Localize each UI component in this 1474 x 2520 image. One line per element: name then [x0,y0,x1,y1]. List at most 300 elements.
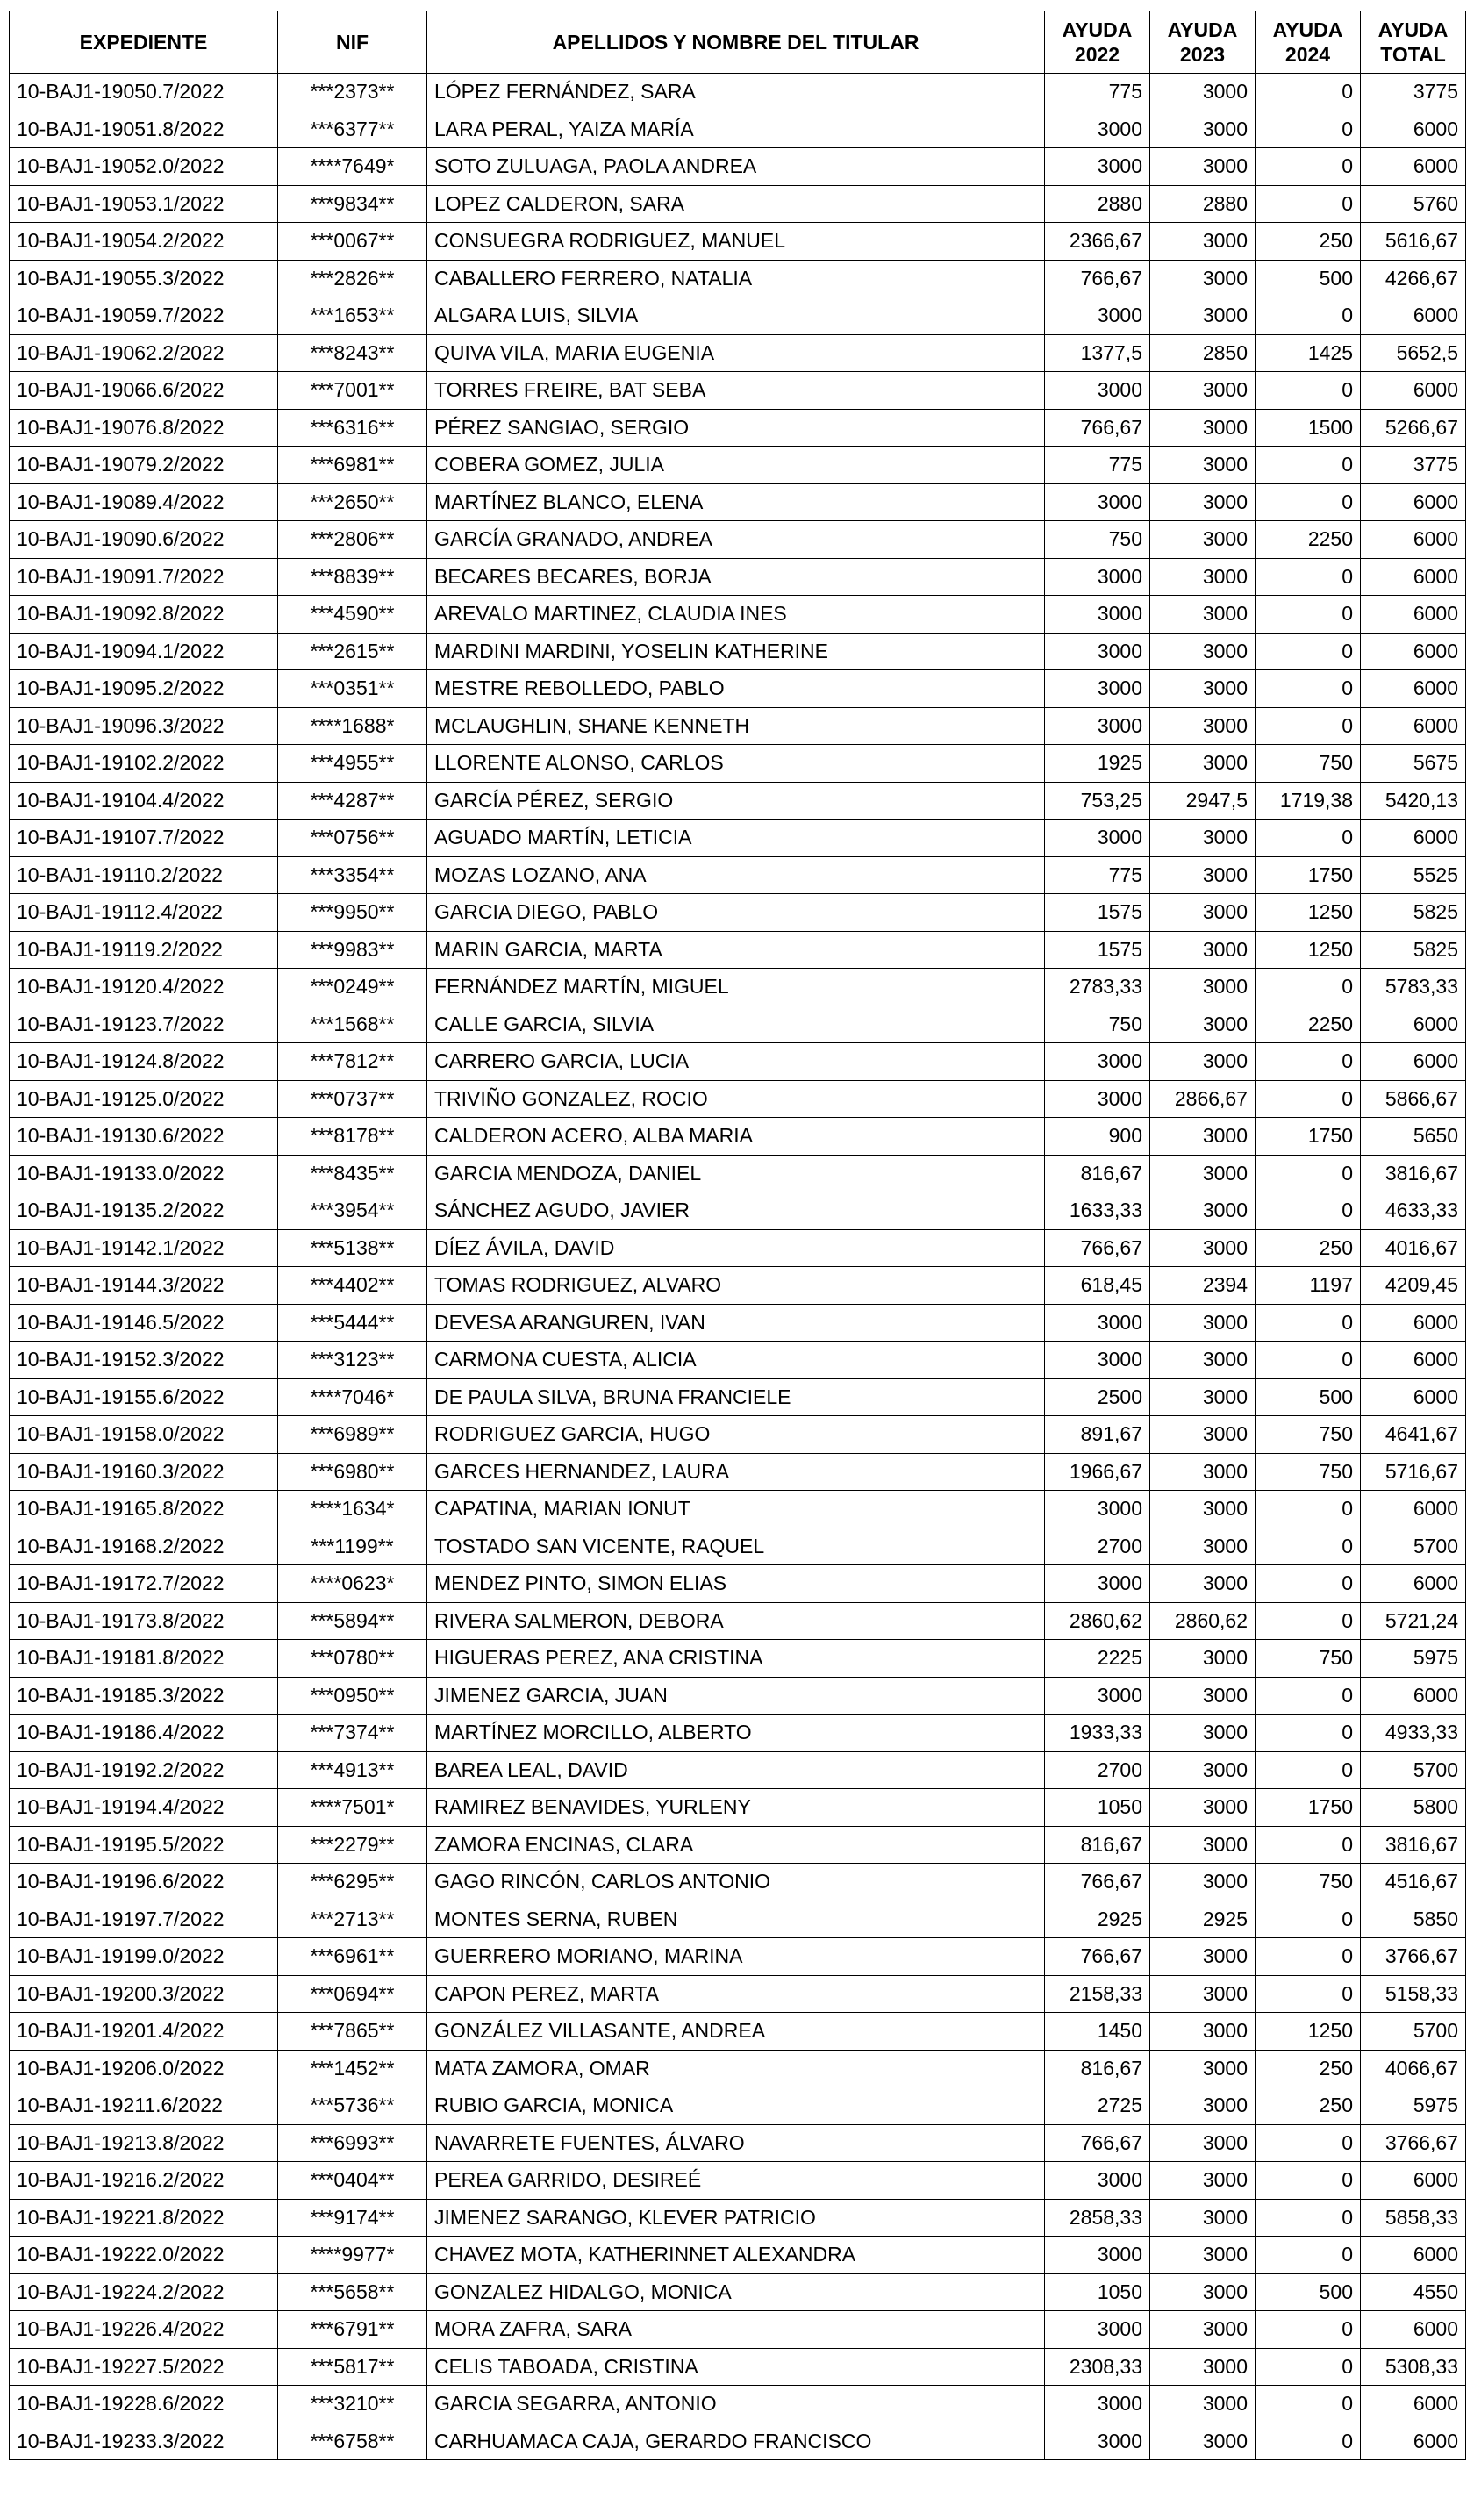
cell-ayuda-2022: 766,67 [1045,1229,1150,1267]
cell-ayuda-2022: 3000 [1045,1304,1150,1342]
cell-titular: COBERA GOMEZ, JULIA [427,447,1045,484]
cell-titular: BAREA LEAL, DAVID [427,1751,1045,1789]
cell-titular: MORA ZAFRA, SARA [427,2311,1045,2349]
cell-ayuda-2024: 0 [1256,2348,1361,2386]
table-row [10,782,1466,820]
cell-expediente: 10-BAJ1-19216.2/2022 [10,2162,278,2200]
header-ayuda-2024 [1256,11,1361,74]
cell-titular: GONZÁLEZ VILLASANTE, ANDREA [427,2013,1045,2051]
table-row [10,185,1466,223]
cell-ayuda-2023: 3000 [1150,2050,1256,2087]
cell-expediente: 10-BAJ1-19195.5/2022 [10,1826,278,1864]
cell-ayuda-2024: 250 [1256,223,1361,261]
cell-ayuda-total: 6000 [1361,1677,1466,1715]
table-row [10,1043,1466,1081]
cell-ayuda-2022: 3000 [1045,633,1150,670]
cell-ayuda-2023: 3000 [1150,856,1256,894]
cell-nif: ***0737** [278,1080,427,1118]
cell-expediente: 10-BAJ1-19123.7/2022 [10,1006,278,1043]
cell-ayuda-2022: 753,25 [1045,782,1150,820]
cell-expediente: 10-BAJ1-19196.6/2022 [10,1864,278,1901]
cell-titular: MENDEZ PINTO, SIMON ELIAS [427,1565,1045,1603]
cell-ayuda-2024: 0 [1256,2311,1361,2349]
cell-expediente: 10-BAJ1-19222.0/2022 [10,2237,278,2274]
cell-ayuda-2024: 0 [1256,1080,1361,1118]
cell-ayuda-2023: 3000 [1150,2273,1256,2311]
cell-ayuda-total: 5760 [1361,185,1466,223]
cell-ayuda-2022: 2858,33 [1045,2199,1150,2237]
cell-ayuda-2022: 900 [1045,1118,1150,1156]
table-row [10,558,1466,596]
cell-ayuda-2024: 500 [1256,260,1361,297]
cell-ayuda-total: 4641,67 [1361,1416,1466,1454]
cell-ayuda-2024: 0 [1256,2237,1361,2274]
cell-ayuda-2022: 1050 [1045,2273,1150,2311]
cell-ayuda-2024: 0 [1256,1901,1361,1938]
cell-ayuda-2023: 3000 [1150,1938,1256,1976]
table-row [10,2199,1466,2237]
cell-expediente: 10-BAJ1-19160.3/2022 [10,1453,278,1491]
cell-ayuda-2023: 3000 [1150,2124,1256,2162]
cell-titular: DEVESA ARANGUREN, IVAN [427,1304,1045,1342]
table-row [10,1789,1466,1827]
cell-expediente: 10-BAJ1-19144.3/2022 [10,1267,278,1305]
cell-nif: ***6981** [278,447,427,484]
cell-expediente: 10-BAJ1-19066.6/2022 [10,372,278,410]
cell-titular: TOMAS RODRIGUEZ, ALVARO [427,1267,1045,1305]
cell-ayuda-2022: 3000 [1045,483,1150,521]
cell-ayuda-2024: 750 [1256,745,1361,783]
cell-titular: CARHUAMACA CAJA, GERARDO FRANCISCO [427,2423,1045,2460]
cell-ayuda-2022: 775 [1045,856,1150,894]
cell-ayuda-total: 6000 [1361,483,1466,521]
cell-ayuda-2024: 0 [1256,1304,1361,1342]
table-row [10,1080,1466,1118]
cell-nif: ***0780** [278,1640,427,1678]
cell-ayuda-2022: 3000 [1045,2386,1150,2423]
cell-ayuda-total: 4516,67 [1361,1864,1466,1901]
cell-expediente: 10-BAJ1-19211.6/2022 [10,2087,278,2125]
cell-nif: ***1653** [278,297,427,335]
cell-ayuda-total: 4550 [1361,2273,1466,2311]
table-row [10,633,1466,670]
cell-titular: GARCIA SEGARRA, ANTONIO [427,2386,1045,2423]
table-row [10,1378,1466,1416]
cell-ayuda-total: 6000 [1361,2423,1466,2460]
cell-nif: ***6791** [278,2311,427,2349]
cell-ayuda-2023: 2925 [1150,1901,1256,1938]
table-row [10,334,1466,372]
cell-ayuda-2023: 3000 [1150,521,1256,559]
cell-nif: ***2806** [278,521,427,559]
cell-titular: TORRES FREIRE, BAT SEBA [427,372,1045,410]
cell-ayuda-total: 5866,67 [1361,1080,1466,1118]
table-row [10,1751,1466,1789]
table-row [10,447,1466,484]
cell-ayuda-total: 5850 [1361,1901,1466,1938]
table-row [10,2348,1466,2386]
cell-titular: DÍEZ ÁVILA, DAVID [427,1229,1045,1267]
cell-ayuda-total: 4266,67 [1361,260,1466,297]
cell-ayuda-2024: 250 [1256,2050,1361,2087]
cell-ayuda-total: 6000 [1361,1378,1466,1416]
cell-ayuda-total: 6000 [1361,820,1466,857]
cell-expediente: 10-BAJ1-19051.8/2022 [10,111,278,148]
cell-ayuda-total: 6000 [1361,633,1466,670]
cell-ayuda-2023: 3000 [1150,894,1256,932]
cell-expediente: 10-BAJ1-19206.0/2022 [10,2050,278,2087]
table-row [10,2013,1466,2051]
cell-expediente: 10-BAJ1-19052.0/2022 [10,148,278,186]
table-row [10,2124,1466,2162]
cell-expediente: 10-BAJ1-19155.6/2022 [10,1378,278,1416]
cell-nif: ***3210** [278,2386,427,2423]
cell-ayuda-total: 6000 [1361,596,1466,634]
cell-ayuda-2023: 3000 [1150,2162,1256,2200]
cell-ayuda-total: 5308,33 [1361,2348,1466,2386]
cell-ayuda-2022: 816,67 [1045,1155,1150,1192]
cell-ayuda-2024: 0 [1256,633,1361,670]
cell-nif: ***0756** [278,820,427,857]
cell-ayuda-2023: 3000 [1150,1491,1256,1528]
cell-ayuda-2024: 0 [1256,1715,1361,1752]
cell-expediente: 10-BAJ1-19197.7/2022 [10,1901,278,1938]
table-row [10,1938,1466,1976]
cell-ayuda-2023: 3000 [1150,1229,1256,1267]
table-row [10,1342,1466,1379]
cell-ayuda-total: 5721,24 [1361,1602,1466,1640]
table-row [10,1267,1466,1305]
table-row [10,1304,1466,1342]
cell-nif: ***9174** [278,2199,427,2237]
cell-expediente: 10-BAJ1-19224.2/2022 [10,2273,278,2311]
cell-titular: TOSTADO SAN VICENTE, RAQUEL [427,1528,1045,1565]
cell-ayuda-2023: 3000 [1150,148,1256,186]
cell-ayuda-2024: 500 [1256,2273,1361,2311]
cell-expediente: 10-BAJ1-19119.2/2022 [10,931,278,969]
cell-ayuda-total: 6000 [1361,372,1466,410]
cell-expediente: 10-BAJ1-19090.6/2022 [10,521,278,559]
table-row [10,894,1466,932]
cell-expediente: 10-BAJ1-19050.7/2022 [10,74,278,111]
table-row [10,2423,1466,2460]
cell-ayuda-2022: 750 [1045,521,1150,559]
cell-expediente: 10-BAJ1-19104.4/2022 [10,782,278,820]
cell-ayuda-2022: 3000 [1045,670,1150,708]
cell-expediente: 10-BAJ1-19168.2/2022 [10,1528,278,1565]
cell-ayuda-2023: 3000 [1150,2311,1256,2349]
cell-ayuda-total: 6000 [1361,111,1466,148]
cell-expediente: 10-BAJ1-19181.8/2022 [10,1640,278,1678]
ayudas-table [9,11,1466,2460]
cell-ayuda-2024: 0 [1256,185,1361,223]
cell-nif: ***6961** [278,1938,427,1976]
table-row [10,856,1466,894]
cell-ayuda-total: 3775 [1361,447,1466,484]
cell-ayuda-2022: 766,67 [1045,1938,1150,1976]
cell-ayuda-2022: 816,67 [1045,2050,1150,2087]
cell-ayuda-total: 6000 [1361,2162,1466,2200]
cell-expediente: 10-BAJ1-19079.2/2022 [10,447,278,484]
cell-nif: ***5817** [278,2348,427,2386]
cell-ayuda-2022: 3000 [1045,111,1150,148]
cell-ayuda-2024: 0 [1256,447,1361,484]
cell-ayuda-2022: 2308,33 [1045,2348,1150,2386]
cell-ayuda-2023: 3000 [1150,1043,1256,1081]
cell-ayuda-total: 3766,67 [1361,2124,1466,2162]
cell-ayuda-2023: 3000 [1150,1975,1256,2013]
cell-nif: ***6993** [278,2124,427,2162]
cell-titular: ALGARA LUIS, SILVIA [427,297,1045,335]
table-row [10,1229,1466,1267]
cell-titular: PÉREZ SANGIAO, SERGIO [427,409,1045,447]
cell-ayuda-total: 4066,67 [1361,2050,1466,2087]
cell-ayuda-total: 5420,13 [1361,782,1466,820]
cell-ayuda-2022: 3000 [1045,2162,1150,2200]
cell-ayuda-2023: 3000 [1150,483,1256,521]
cell-titular: GARCIA DIEGO, PABLO [427,894,1045,932]
table-row [10,1416,1466,1454]
cell-nif: ***2826** [278,260,427,297]
cell-ayuda-2024: 0 [1256,297,1361,335]
cell-ayuda-total: 3816,67 [1361,1826,1466,1864]
cell-ayuda-2023: 3000 [1150,1304,1256,1342]
cell-nif: ***1452** [278,2050,427,2087]
cell-nif: ***5736** [278,2087,427,2125]
cell-ayuda-2023: 2860,62 [1150,1602,1256,1640]
cell-expediente: 10-BAJ1-19194.4/2022 [10,1789,278,1827]
cell-ayuda-2024: 0 [1256,1602,1361,1640]
cell-ayuda-2022: 816,67 [1045,1826,1150,1864]
cell-expediente: 10-BAJ1-19213.8/2022 [10,2124,278,2162]
cell-nif: ***6980** [278,1453,427,1491]
cell-nif: ***0351** [278,670,427,708]
cell-expediente: 10-BAJ1-19192.2/2022 [10,1751,278,1789]
cell-ayuda-2022: 3000 [1045,2237,1150,2274]
table-row [10,670,1466,708]
cell-titular: CONSUEGRA RODRIGUEZ, MANUEL [427,223,1045,261]
table-row [10,2237,1466,2274]
cell-nif: ***9950** [278,894,427,932]
table-row [10,260,1466,297]
cell-ayuda-total: 3766,67 [1361,1938,1466,1976]
cell-ayuda-2024: 2250 [1256,1006,1361,1043]
cell-expediente: 10-BAJ1-19054.2/2022 [10,223,278,261]
cell-nif: ***5658** [278,2273,427,2311]
cell-expediente: 10-BAJ1-19112.4/2022 [10,894,278,932]
cell-ayuda-2023: 3000 [1150,2423,1256,2460]
cell-ayuda-total: 5700 [1361,1528,1466,1565]
cell-ayuda-2022: 3000 [1045,148,1150,186]
cell-nif: ***5138** [278,1229,427,1267]
cell-expediente: 10-BAJ1-19089.4/2022 [10,483,278,521]
table-row [10,1453,1466,1491]
cell-ayuda-total: 4933,33 [1361,1715,1466,1752]
cell-ayuda-2024: 0 [1256,1826,1361,1864]
cell-nif: ***1199** [278,1528,427,1565]
cell-titular: MONTES SERNA, RUBEN [427,1901,1045,1938]
cell-titular: DE PAULA SILVA, BRUNA FRANCIELE [427,1378,1045,1416]
cell-ayuda-2022: 1933,33 [1045,1715,1150,1752]
header-ayuda-2023-line2: 2023 [1179,43,1226,66]
cell-expediente: 10-BAJ1-19120.4/2022 [10,969,278,1006]
cell-titular: LÓPEZ FERNÁNDEZ, SARA [427,74,1045,111]
cell-expediente: 10-BAJ1-19142.1/2022 [10,1229,278,1267]
cell-ayuda-2022: 618,45 [1045,1267,1150,1305]
table-row [10,707,1466,745]
cell-titular: CELIS TABOADA, CRISTINA [427,2348,1045,2386]
cell-nif: ***8178** [278,1118,427,1156]
cell-expediente: 10-BAJ1-19125.0/2022 [10,1080,278,1118]
cell-ayuda-2023: 3000 [1150,223,1256,261]
header-ayuda-2022-line1: AYUDA [1062,18,1133,41]
cell-ayuda-total: 3775 [1361,74,1466,111]
cell-nif: ***2650** [278,483,427,521]
cell-ayuda-total: 6000 [1361,1043,1466,1081]
cell-ayuda-2024: 0 [1256,2386,1361,2423]
cell-ayuda-2023: 3000 [1150,1789,1256,1827]
cell-ayuda-2022: 1450 [1045,2013,1150,2051]
cell-nif: ***7812** [278,1043,427,1081]
cell-ayuda-2023: 3000 [1150,1864,1256,1901]
cell-ayuda-2022: 2700 [1045,1751,1150,1789]
cell-nif: ***8243** [278,334,427,372]
cell-ayuda-2022: 2783,33 [1045,969,1150,1006]
cell-ayuda-total: 5825 [1361,894,1466,932]
cell-ayuda-total: 5616,67 [1361,223,1466,261]
table-row [10,1565,1466,1603]
cell-ayuda-2022: 750 [1045,1006,1150,1043]
cell-ayuda-2024: 1197 [1256,1267,1361,1305]
cell-ayuda-2022: 1050 [1045,1789,1150,1827]
cell-ayuda-2024: 1425 [1256,334,1361,372]
cell-ayuda-2023: 3000 [1150,1416,1256,1454]
table-row [10,1528,1466,1565]
cell-titular: GARCES HERNANDEZ, LAURA [427,1453,1045,1491]
cell-ayuda-2022: 3000 [1045,2311,1150,2349]
cell-ayuda-2023: 3000 [1150,969,1256,1006]
cell-ayuda-2024: 0 [1256,820,1361,857]
cell-ayuda-2023: 3000 [1150,2199,1256,2237]
table-row [10,372,1466,410]
cell-titular: MATA ZAMORA, OMAR [427,2050,1045,2087]
table-row [10,1715,1466,1752]
cell-ayuda-2023: 3000 [1150,745,1256,783]
cell-ayuda-2023: 3000 [1150,931,1256,969]
cell-titular: AREVALO MARTINEZ, CLAUDIA INES [427,596,1045,634]
cell-nif: ***6316** [278,409,427,447]
table-row [10,1864,1466,1901]
cell-ayuda-2024: 1750 [1256,856,1361,894]
cell-ayuda-2022: 3000 [1045,707,1150,745]
table-row [10,409,1466,447]
cell-ayuda-2024: 750 [1256,1640,1361,1678]
cell-titular: JIMENEZ GARCIA, JUAN [427,1677,1045,1715]
cell-ayuda-2024: 0 [1256,1751,1361,1789]
cell-ayuda-2023: 3000 [1150,409,1256,447]
cell-titular: GAGO RINCÓN, CARLOS ANTONIO [427,1864,1045,1901]
cell-nif: ****1688* [278,707,427,745]
cell-ayuda-2023: 3000 [1150,558,1256,596]
cell-nif: ***0067** [278,223,427,261]
cell-ayuda-2023: 2866,67 [1150,1080,1256,1118]
cell-nif: ***4913** [278,1751,427,1789]
cell-ayuda-2024: 0 [1256,74,1361,111]
cell-ayuda-2024: 0 [1256,969,1361,1006]
cell-ayuda-2023: 3000 [1150,2348,1256,2386]
cell-expediente: 10-BAJ1-19076.8/2022 [10,409,278,447]
cell-ayuda-total: 6000 [1361,148,1466,186]
cell-titular: CAPATINA, MARIAN IONUT [427,1491,1045,1528]
cell-nif: ***4402** [278,1267,427,1305]
cell-titular: CARMONA CUESTA, ALICIA [427,1342,1045,1379]
cell-ayuda-total: 4633,33 [1361,1192,1466,1230]
cell-ayuda-total: 5700 [1361,1751,1466,1789]
cell-nif: ****1634* [278,1491,427,1528]
cell-ayuda-2024: 1250 [1256,931,1361,969]
cell-ayuda-2024: 0 [1256,148,1361,186]
cell-ayuda-2023: 2850 [1150,334,1256,372]
cell-ayuda-2022: 2225 [1045,1640,1150,1678]
cell-ayuda-total: 6000 [1361,707,1466,745]
cell-ayuda-2024: 1500 [1256,409,1361,447]
cell-ayuda-2023: 2947,5 [1150,782,1256,820]
cell-ayuda-total: 6000 [1361,1491,1466,1528]
cell-ayuda-2023: 3000 [1150,1640,1256,1678]
cell-ayuda-2022: 2500 [1045,1378,1150,1416]
cell-titular: LLORENTE ALONSO, CARLOS [427,745,1045,783]
table-body [10,74,1466,2460]
cell-expediente: 10-BAJ1-19165.8/2022 [10,1491,278,1528]
table-row [10,1677,1466,1715]
cell-ayuda-total: 5652,5 [1361,334,1466,372]
table-row [10,596,1466,634]
cell-titular: PEREA GARRIDO, DESIREÉ [427,2162,1045,2200]
cell-ayuda-2023: 3000 [1150,2013,1256,2051]
cell-ayuda-2024: 0 [1256,483,1361,521]
table-row [10,1602,1466,1640]
cell-titular: GONZALEZ HIDALGO, MONICA [427,2273,1045,2311]
table-row [10,2311,1466,2349]
cell-expediente: 10-BAJ1-19062.2/2022 [10,334,278,372]
table-row [10,1975,1466,2013]
cell-nif: ***0950** [278,1677,427,1715]
cell-expediente: 10-BAJ1-19130.6/2022 [10,1118,278,1156]
header-row [10,11,1466,74]
cell-ayuda-2023: 3000 [1150,2237,1256,2274]
cell-nif: ***6295** [278,1864,427,1901]
cell-ayuda-2023: 3000 [1150,1528,1256,1565]
cell-titular: MOZAS LOZANO, ANA [427,856,1045,894]
cell-ayuda-2023: 3000 [1150,1751,1256,1789]
cell-expediente: 10-BAJ1-19135.2/2022 [10,1192,278,1230]
cell-ayuda-2023: 3000 [1150,111,1256,148]
header-ayuda-2022-line2: 2022 [1074,43,1120,66]
cell-ayuda-2022: 1575 [1045,931,1150,969]
cell-ayuda-total: 5783,33 [1361,969,1466,1006]
table-row [10,2087,1466,2125]
cell-ayuda-2024: 0 [1256,2423,1361,2460]
cell-expediente: 10-BAJ1-19199.0/2022 [10,1938,278,1976]
cell-ayuda-total: 6000 [1361,297,1466,335]
table-row [10,1640,1466,1678]
cell-nif: ***5444** [278,1304,427,1342]
table-row [10,820,1466,857]
cell-nif: ***7865** [278,2013,427,2051]
cell-ayuda-2022: 1377,5 [1045,334,1150,372]
cell-ayuda-2023: 3000 [1150,2386,1256,2423]
cell-ayuda-total: 5975 [1361,2087,1466,2125]
